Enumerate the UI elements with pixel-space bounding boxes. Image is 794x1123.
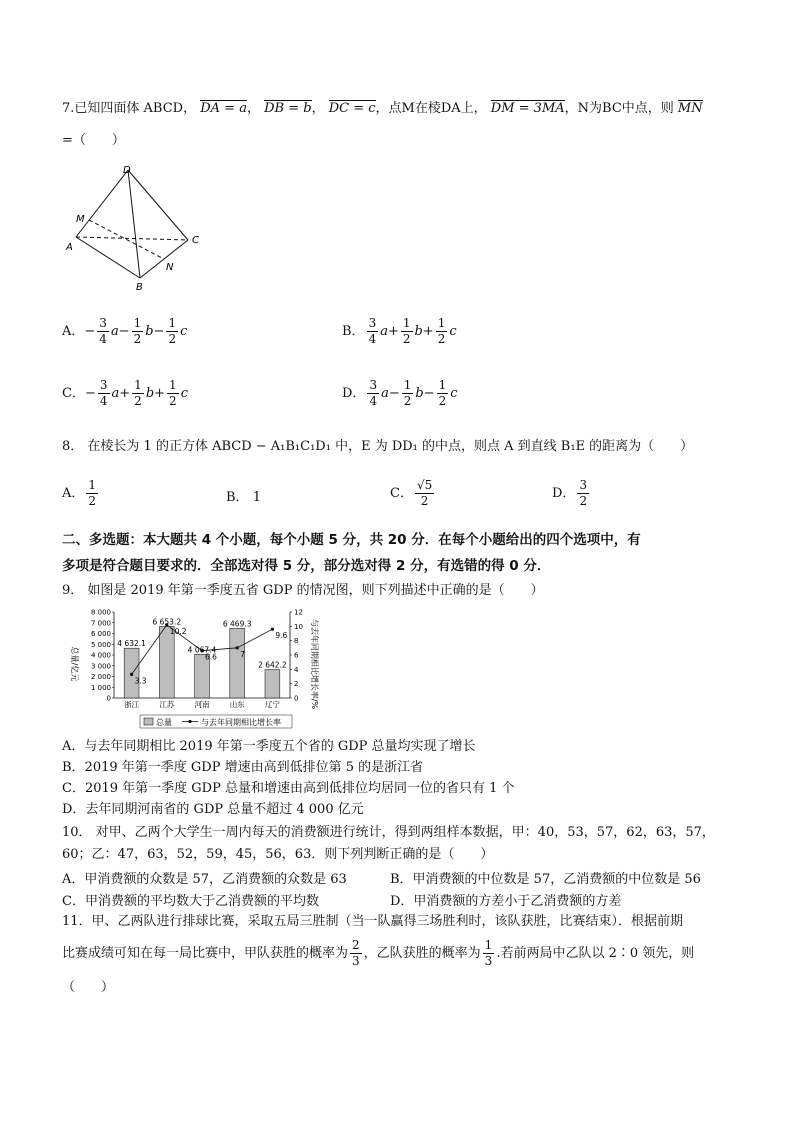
q9-option-a[interactable]: A．与去年同期相比 2019 年第一季度五个省的 GDP 总量均实现了增长: [62, 739, 476, 754]
gdp-bar: [159, 626, 174, 698]
y2-tick-label: 12: [294, 608, 303, 617]
q10-stem-line2: 60；乙：47，63，52，59，45，56，63．则下列判断正确的是（ ）: [62, 847, 494, 862]
y2-tick-label: 2: [294, 680, 299, 689]
y2-tick-label: 0: [294, 694, 299, 703]
bar-value-label: 2 642.2: [258, 660, 287, 670]
bar-value-label: 4 632.1: [117, 639, 146, 649]
y-tick-label: 1 000: [90, 683, 111, 692]
legend-line-marker: [188, 720, 191, 723]
vertex-c-label: C: [192, 235, 199, 246]
y-tick-label: 7 000: [90, 619, 111, 628]
legend-bar-swatch: [144, 718, 153, 725]
q7-option-c[interactable]: C．− $\frac{3}{4}$ a+ $\frac{1}{2}$ b+ $\frac{1}{2}$ c: [62, 378, 188, 408]
category-label: 山东: [229, 700, 245, 709]
q10-option-b[interactable]: B．甲消费额的中位数是 57，乙消费额的中位数是 56: [390, 872, 701, 887]
growth-rate-label: 9.6: [275, 631, 288, 641]
section2-heading-line2: 多项是符合题目要求的．全部选对得 5 分，部分选对得 2 分，有选错的得 0 分．: [62, 558, 551, 574]
y-tick-label: 6 000: [90, 630, 111, 638]
category-label: 河南: [194, 700, 210, 709]
vertex-b-label: B: [136, 282, 143, 293]
q8-option-b[interactable]: B． 1: [226, 490, 261, 505]
growth-rate-label: 7: [240, 649, 245, 659]
growth-rate-point: [236, 646, 239, 649]
chart-y2label: 与去年同期相比增长率/%: [310, 618, 319, 710]
y-tick-label: 4 000: [90, 651, 111, 660]
chart-ylabel: 总量/亿元: [70, 646, 79, 682]
category-label: 浙江: [124, 700, 140, 709]
y-tick-label: 0: [106, 694, 111, 703]
vertex-a-label: A: [66, 242, 73, 253]
growth-rate-point: [271, 628, 274, 631]
gdp-chart: [62, 604, 324, 732]
y-tick-label: 3 000: [90, 662, 111, 671]
section2-heading-line1: 二、多选题：本大题共 4 个小题，每个小题 5 分，共 20 分．在每个小题给出的四个选项中，有: [62, 532, 641, 548]
legend-line-label: 与去年同期相比增长率: [201, 718, 281, 727]
gdp-bar: [265, 670, 280, 698]
q11-stem-line2: 比赛成绩可知在每一局比赛中，甲队获胜的概率为 $\frac{2}{3}$ ，乙队获胜的概率为 $\frac{1}{3}$ .若前两局中乙队以 2∶0 领先，则: [62, 938, 695, 968]
q8-option-d[interactable]: D． $\frac{3}{2}$: [552, 478, 588, 508]
y2-tick-label: 4: [294, 665, 299, 674]
q10-stem-line1: 10． 对甲、乙两个大学生一周内每天的消费额进行统计，得到两组样本数据，甲：40，53，57，62，63，57，: [62, 825, 715, 840]
growth-rate-label: 10.2: [169, 626, 187, 636]
growth-rate-label: 6.6: [205, 652, 217, 662]
bar-value-label: 4 067.4: [187, 645, 217, 655]
q7-option-d[interactable]: D． $\frac{3}{4}$ a− $\frac{1}{2}$ b− $\frac{1}{2}$ c: [342, 378, 458, 408]
q8-option-c[interactable]: C． $\frac{√5}{2}$: [390, 478, 433, 508]
q10-option-a[interactable]: A．甲消费额的众数是 57，乙消费额的众数是 63: [62, 872, 347, 887]
bar-value-label: 6 469.3: [222, 619, 252, 629]
gdp-bar: [230, 628, 245, 698]
q9-option-b[interactable]: B．2019 年第一季度 GDP 增速由高到低排位第 5 的是浙江省: [62, 760, 424, 775]
q7-option-b[interactable]: B． $\frac{3}{4}$ a+ $\frac{1}{2}$ b+ $\frac{1}{2}$ c: [342, 316, 457, 346]
point-m-label: M: [76, 214, 85, 225]
growth-rate-point: [130, 673, 133, 676]
bar-value-label: 6 653.2: [152, 617, 182, 627]
y2-tick-label: 6: [294, 651, 299, 660]
y2-tick-label: 10: [294, 622, 303, 631]
y-tick-label: 8 000: [90, 608, 111, 617]
q7-option-a[interactable]: A．− $\frac{3}{4}$ a− $\frac{1}{2}$ b− $\frac{1}{2}$ c: [62, 316, 188, 346]
q9-stem: 9． 如图是 2019 年第一季度五省 GDP 的情况图，则下列描述中正确的是（ ）: [62, 583, 544, 598]
q9-option-d[interactable]: D．去年同期河南省的 GDP 总量不超过 4 000 亿元: [62, 802, 364, 817]
q10-option-c[interactable]: C．甲消费额的平均数大于乙消费额的平均数: [62, 894, 319, 909]
y-tick-label: 5 000: [90, 640, 111, 649]
legend-bar-label: 总量: [156, 718, 172, 727]
q8-option-a[interactable]: A． $\frac{1}{2}$: [62, 478, 97, 508]
point-n-label: N: [166, 262, 174, 273]
category-label: 辽宁: [264, 700, 280, 709]
q9-option-c[interactable]: C．2019 年第一季度 GDP 总量和增速由高到低排位均居同一位的省只有 1 个: [62, 781, 515, 796]
q8-stem: 8． 在棱长为 1 的正方体 ABCD − A₁B₁C₁D₁ 中，E 为 DD₁ 的中点，则点 A 到直线 B₁E 的距离为（ ）: [62, 439, 694, 454]
growth-rate-label: 3.3: [134, 676, 147, 686]
q10-option-d[interactable]: D．甲消费额的方差小于乙消费额的方差: [390, 894, 622, 909]
tetrahedron-figure: [62, 160, 222, 295]
vertex-d-label: D: [123, 165, 131, 176]
y-tick-label: 2 000: [90, 673, 111, 681]
q7-stem-line2: =（ ）: [62, 133, 125, 148]
category-label: 江苏: [159, 700, 175, 709]
y2-tick-label: 8: [294, 637, 299, 646]
q11-stem-line1: 11．甲、乙两队进行排球比赛，采取五局三胜制（当一队赢得三场胜利时，该队获胜，比赛结束）．根据前期: [62, 914, 684, 929]
q7-stem-line1: 7.已知四面体 ABCD， DA = a， DB = b， DC = c，点M在棱DA上， DM = 3MA，N为BC中点，则 MN: [62, 101, 703, 116]
q11-stem-line3: （ ）: [62, 980, 115, 995]
